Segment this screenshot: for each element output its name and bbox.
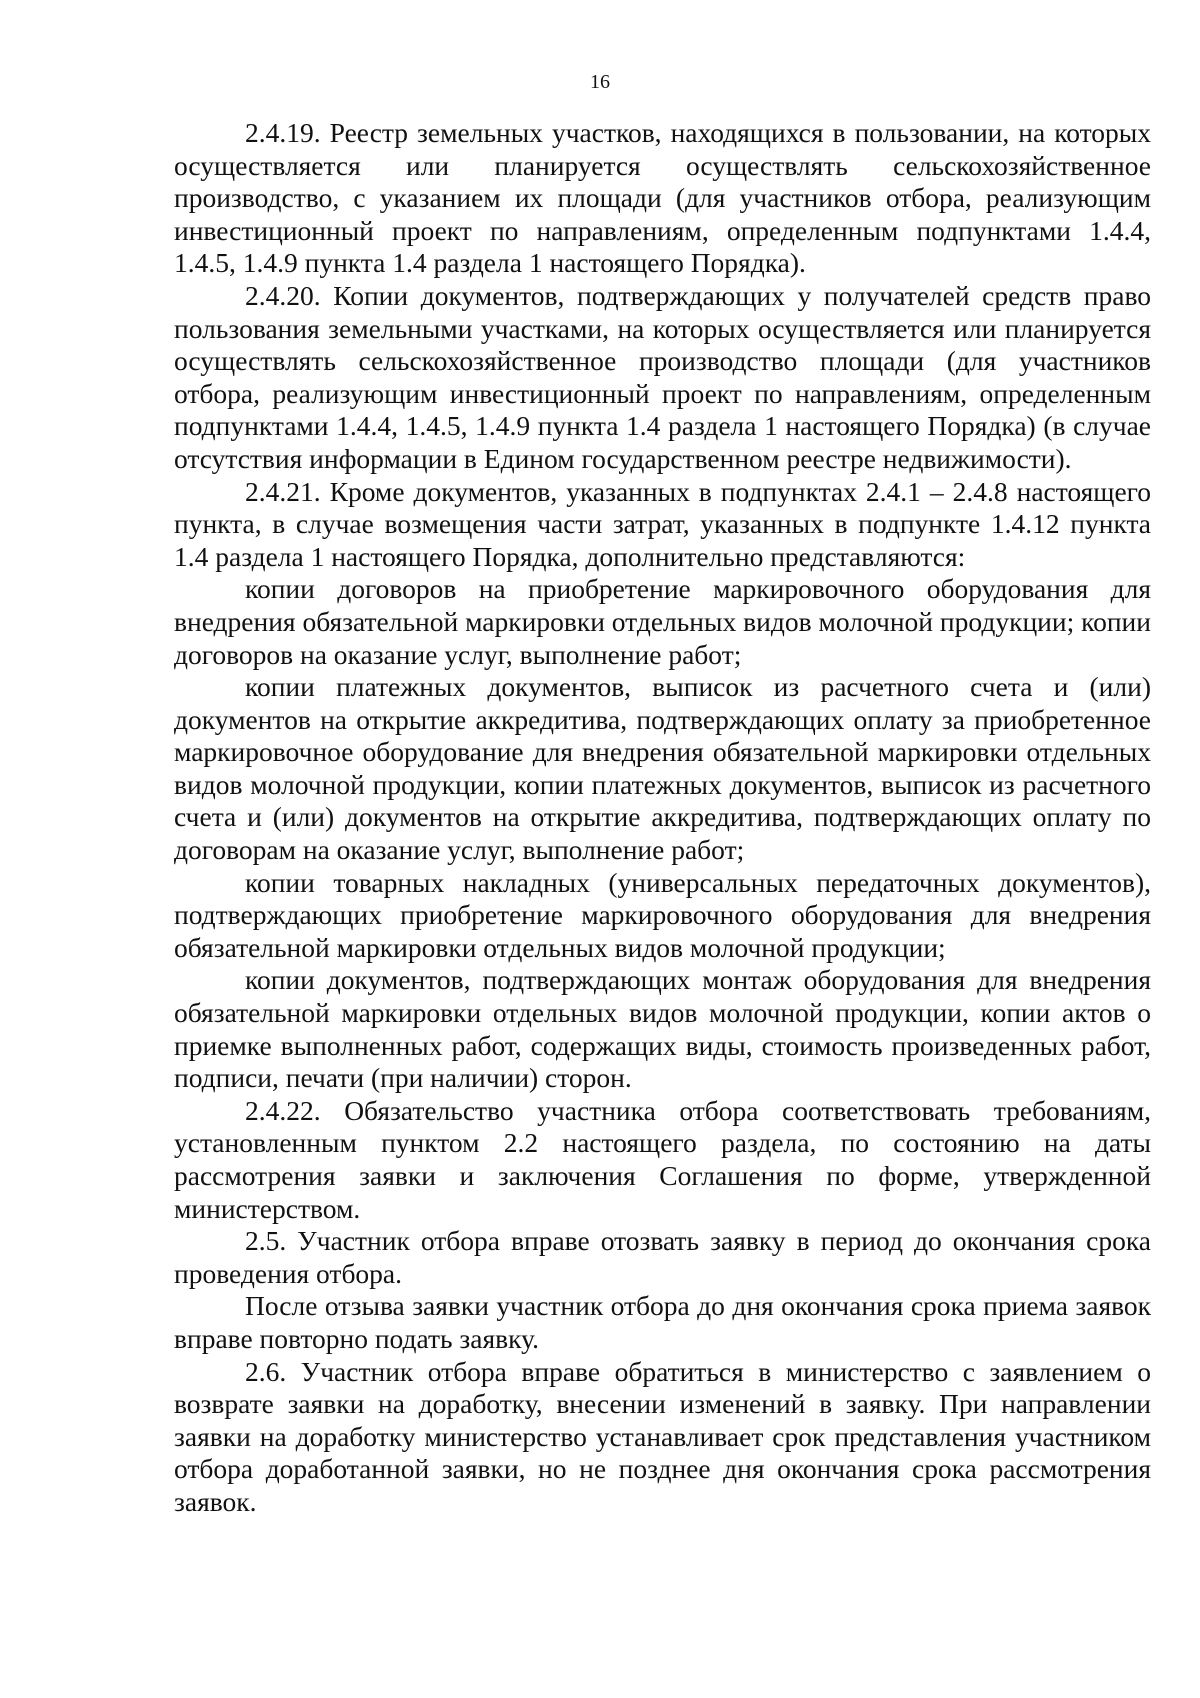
paragraph-2-5: 2.5. Участник отбора вправе отозвать заявку в период до окончания срока проведения отбора. — [174, 1225, 1151, 1289]
paragraph-resubmission: После отзыва заявки участник отбора до дня окончания срока приема заявок вправе повторно подать заявку. — [174, 1290, 1151, 1354]
paragraph-invoice-copies: копии товарных накладных (универсальных передаточных документов), подтверждающих приобретение маркировочного оборудования для внедрения обязательной маркировки отдельных видов молочной продукции; — [174, 866, 1151, 963]
paragraph-contract-copies: копии договоров на приобретение маркировочного оборудования для внедрения обязательной маркировки отдельных видов молочной продукции; копии договоров на оказание услуг, выполнение работ; — [174, 573, 1151, 670]
paragraph-2-4-19: 2.4.19. Реестр земельных участков, находящихся в пользовании, на которых осуществляется или планируется осуществлять сельскохозяйственное производство, с указанием их площади (для участников отбора, реализующим инвестиционный проект по направлениям, определенным подпунктами 1.4.4, 1.4.5, 1.4.9 пункта 1.4 раздела 1 настоящего Порядка). — [174, 117, 1151, 279]
paragraph-payment-copies: копии платежных документов, выписок из расчетного счета и (или) документов на открытие аккредитива, подтверждающих оплату за приобретенное маркировочное оборудование для внедрения обязательной маркировки отдельных видов молочной продукции, копии платежных документов, выписок из расчетного счета и (или) документов на открытие аккредитива, подтверждающих оплату по договорам на оказание услуг, выполнение работ; — [174, 671, 1151, 866]
paragraph-installation-copies: копии документов, подтверждающих монтаж оборудования для внедрения обязательной маркировки отдельных видов молочной продукции, копии актов о приемке выполненных работ, содержащих виды, стоимость произведенных работ, подписи, печати (при наличии) сторон. — [174, 964, 1151, 1094]
document-body — [174, 117, 1151, 1519]
paragraph-2-4-20: 2.4.20. Копии документов, подтверждающих у получателей средств право пользования земельными участками, на которых осуществляется или планируется осуществлять сельскохозяйственное производство площади (для участников отбора, реализующим инвестиционный проект по направлениям, определенным подпунктами 1.4.4, 1.4.5, 1.4.9 пункта 1.4 раздела 1 настоящего Порядка) (в случае отсутствия информации в Едином государственном реестре недвижимости). — [174, 279, 1151, 474]
paragraph-2-4-22: 2.4.22. Обязательство участника отбора соответствовать требованиям, установленным пунктом 2.2 настоящего раздела, по состоянию на даты рассмотрения заявки и заключения Соглашения по форме, утвержденной министерством. — [174, 1094, 1151, 1224]
paragraph-2-4-21: 2.4.21. Кроме документов, указанных в подпунктах 2.4.1 – 2.4.8 настоящего пункта, в случае возмещения части затрат, указанных в подпункте 1.4.12 пункта 1.4 раздела 1 настоящего Порядка, дополнительно представляются: — [174, 475, 1151, 572]
page-number: 16 — [590, 71, 610, 93]
paragraph-2-6: 2.6. Участник отбора вправе обратиться в министерство с заявлением о возврате заявки на доработку, внесении изменений в заявку. При направлении заявки на доработку министерство устанавливает срок представления участником отбора доработанной заявки, но не позднее дня окончания срока рассмотрения заявок. — [174, 1355, 1151, 1517]
